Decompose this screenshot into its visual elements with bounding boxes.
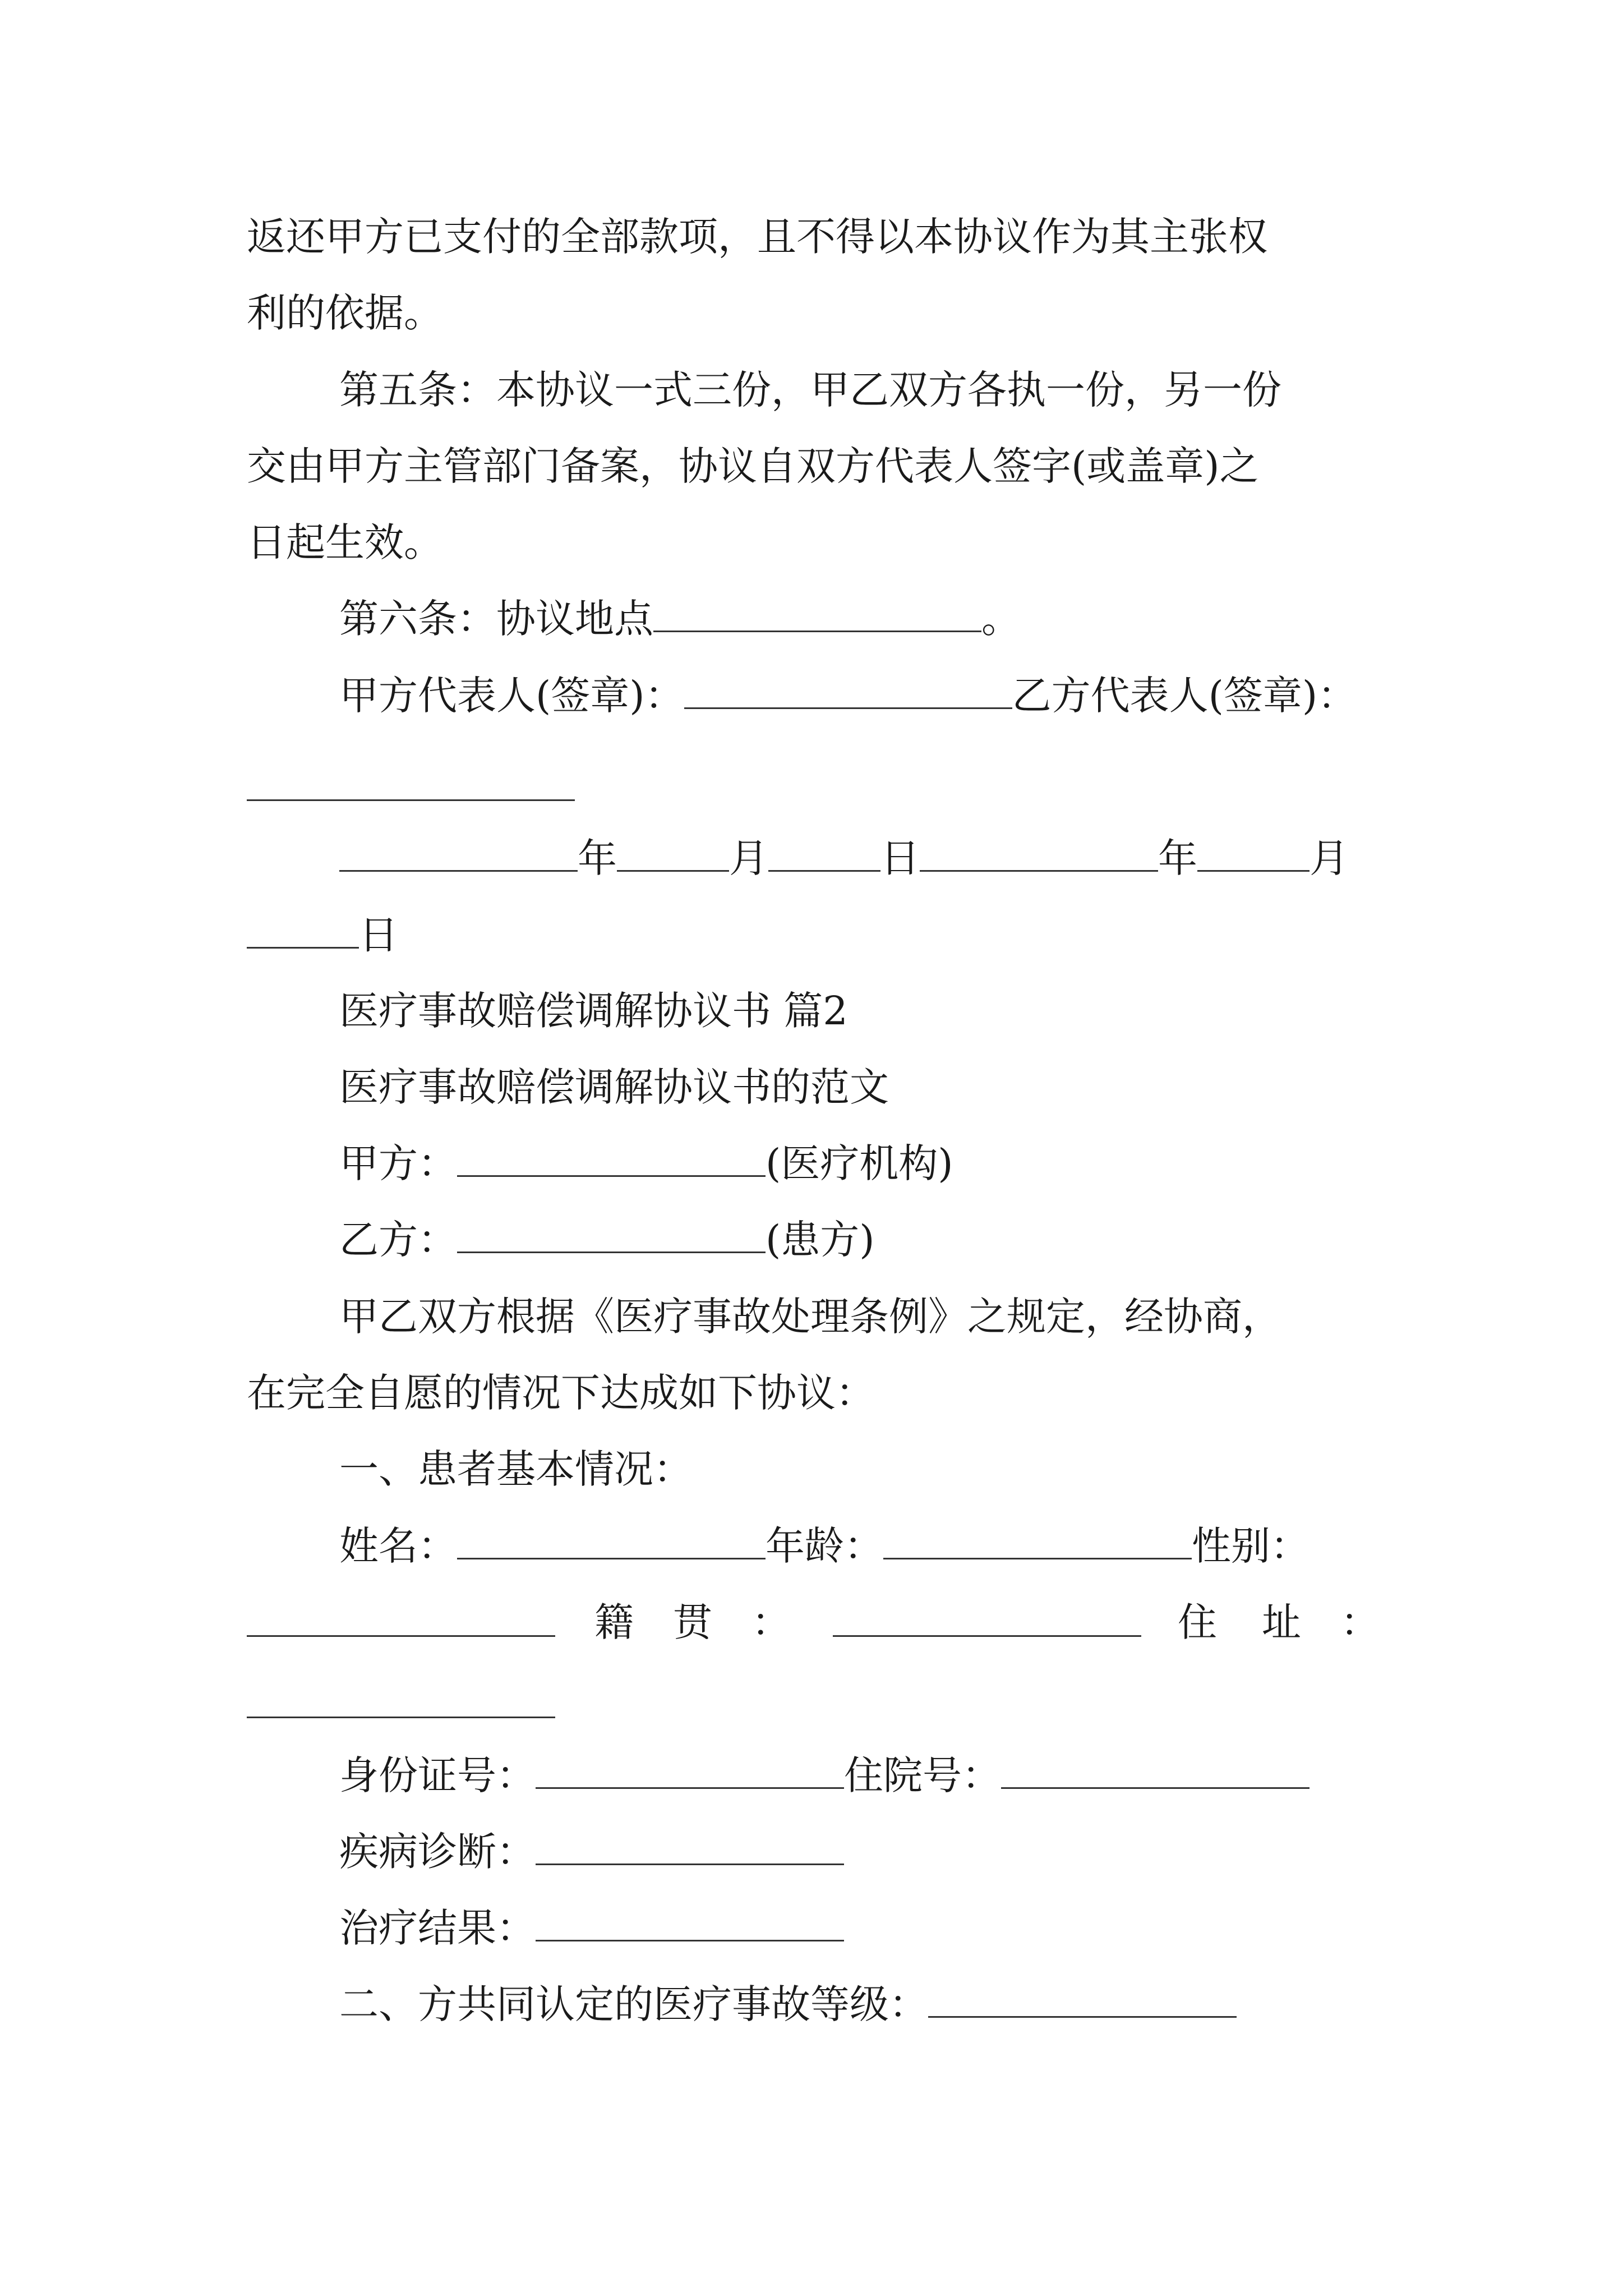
heading-accident-grade xyxy=(339,1976,1237,2032)
article-5-line: 第五条：本协议一式三份，甲乙双方各执一份，另一份 xyxy=(339,367,1281,413)
party-b-signature-label: 乙方代表人(签章)： xyxy=(1012,673,1357,719)
treatment-result-blank xyxy=(536,1911,844,1941)
patient-row-id xyxy=(339,1747,1310,1803)
article-6-end: 。 xyxy=(981,596,1021,642)
diagnosis-label: 疾病诊断： xyxy=(339,1829,536,1875)
gender-label: 性别： xyxy=(1192,1523,1310,1569)
name-label: 姓名： xyxy=(339,1523,457,1569)
party-b-note: (患方) xyxy=(766,1217,875,1263)
native-place-char: 贯 xyxy=(673,1599,712,1645)
treatment-result-label: 治疗结果： xyxy=(339,1905,536,1951)
address-char: 住 xyxy=(1178,1599,1217,1645)
section-2-title: 医疗事故赔偿调解协议书 篇2 xyxy=(339,988,848,1034)
patient-row-diagnosis xyxy=(339,1824,844,1880)
admission-number-blank xyxy=(1001,1758,1310,1789)
address-blank xyxy=(247,1717,555,1718)
intro-line: 在完全自愿的情况下达成如下协议： xyxy=(247,1370,875,1416)
year-label: 年 xyxy=(1158,835,1197,881)
gender-blank xyxy=(247,1635,555,1637)
party-a-line xyxy=(339,1135,953,1191)
date-line-continued xyxy=(247,907,398,963)
name-blank xyxy=(457,1529,766,1559)
patient-row-1 xyxy=(339,1518,1310,1574)
month-label: 月 xyxy=(1310,835,1349,881)
id-number-blank xyxy=(536,1758,844,1789)
date-line xyxy=(339,830,1349,886)
party-b-blank xyxy=(457,1222,766,1253)
year-blank xyxy=(339,841,578,872)
article-5-line: 交由甲方主管部门备案，协议自双方代表人签字(或盖章)之 xyxy=(247,443,1259,489)
age-label: 年龄： xyxy=(766,1523,883,1569)
accident-grade-blank xyxy=(928,1987,1237,2018)
native-place-blank xyxy=(833,1635,1141,1637)
party-b-line xyxy=(339,1212,875,1268)
day-blank xyxy=(768,841,880,872)
signature-line xyxy=(339,668,1357,724)
party-a-signature-blank xyxy=(684,678,1012,709)
address-char: 址 xyxy=(1262,1599,1301,1645)
paragraph-line: 返还甲方已支付的全部款项，且不得以本协议作为其主张权 xyxy=(247,214,1267,260)
paragraph-line: 利的依据。 xyxy=(247,290,443,336)
month-blank xyxy=(1197,841,1310,872)
address-colon: ： xyxy=(1340,1599,1380,1645)
day-label: 日 xyxy=(359,912,398,958)
party-b-signature-blank xyxy=(247,799,575,801)
location-blank xyxy=(653,601,981,632)
party-b-label: 乙方： xyxy=(339,1217,457,1263)
year-blank xyxy=(920,841,1158,872)
id-number-label: 身份证号： xyxy=(339,1752,536,1798)
age-blank xyxy=(883,1529,1192,1559)
day-blank xyxy=(247,918,359,949)
accident-grade-label: 二、方共同认定的医疗事故等级： xyxy=(339,1981,928,2027)
month-blank xyxy=(617,841,729,872)
article-6-label: 第六条：协议地点 xyxy=(339,596,653,642)
intro-line: 甲乙双方根据《医疗事故处理条例》之规定，经协商， xyxy=(339,1294,1281,1340)
heading-patient-info: 一、患者基本情况： xyxy=(339,1446,693,1492)
party-a-note: (医疗机构) xyxy=(766,1140,953,1186)
admission-number-label: 住院号： xyxy=(844,1752,1001,1798)
native-place-char: 籍 xyxy=(594,1599,634,1645)
diagnosis-blank xyxy=(536,1834,844,1865)
party-a-signature-label: 甲方代表人(签章)： xyxy=(339,673,684,719)
article-5-line: 日起生效。 xyxy=(247,519,443,565)
month-label: 月 xyxy=(729,835,768,881)
patient-row-treatment xyxy=(339,1900,844,1956)
party-a-label: 甲方： xyxy=(339,1140,457,1186)
party-a-blank xyxy=(457,1146,766,1177)
section-2-subtitle: 医疗事故赔偿调解协议书的范文 xyxy=(339,1064,889,1110)
year-label: 年 xyxy=(578,835,617,881)
article-6-line xyxy=(339,591,1021,647)
day-label: 日 xyxy=(880,835,920,881)
native-place-colon: ： xyxy=(751,1599,791,1645)
